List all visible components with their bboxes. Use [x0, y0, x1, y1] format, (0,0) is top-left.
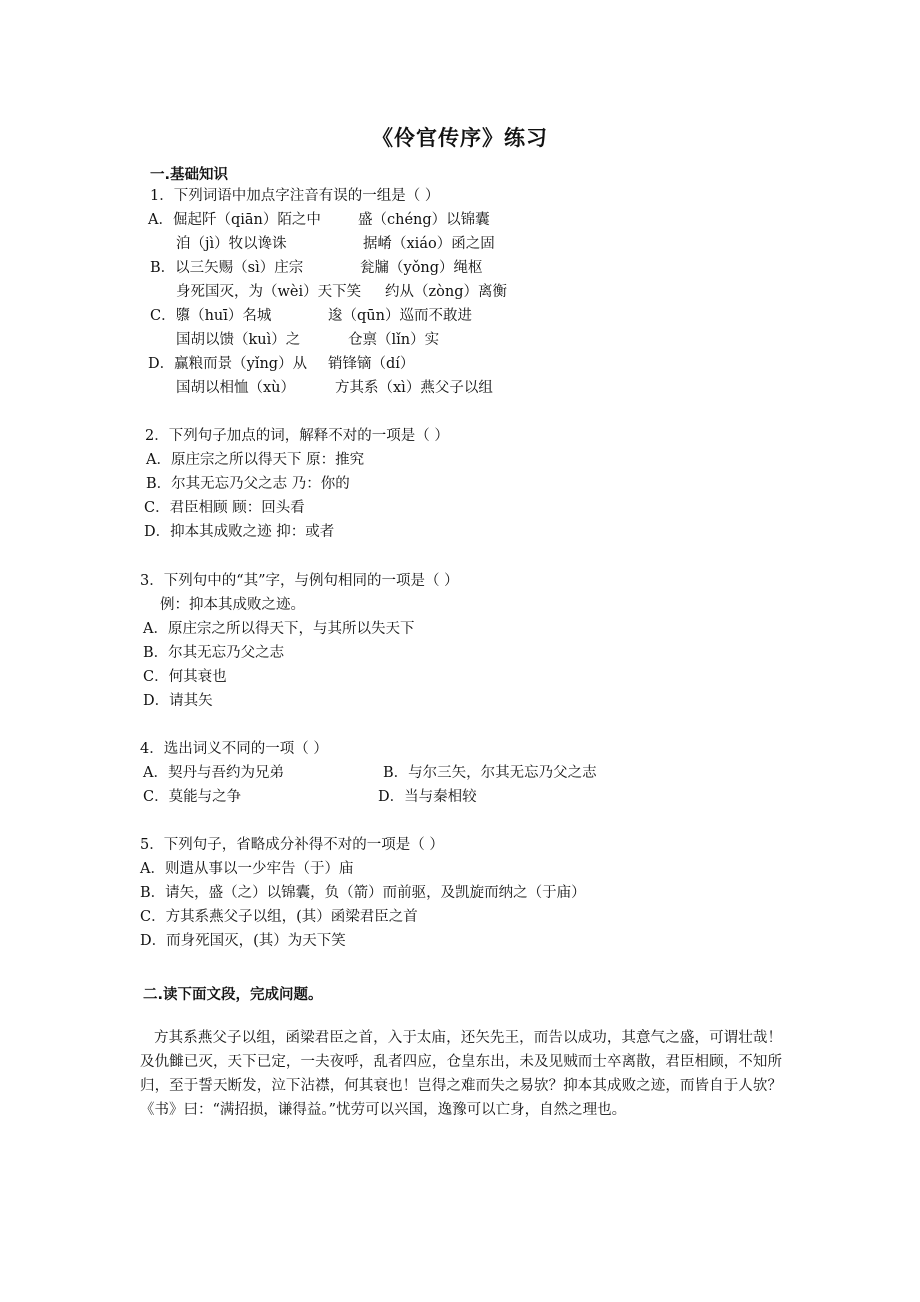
q1-option-d-part2: 销锋镝（dí） [328, 356, 415, 372]
q5-option-b: B．请矢，盛（之）以锦囊，负（箭）而前驱，及凯旋而纳之（于庙） [140, 885, 586, 901]
q2-option-c: C．君臣相顾 顾：回头看 [144, 500, 305, 516]
q1-option-d-part4: 方其系（xì）燕父子以组 [335, 380, 493, 396]
question-1-stem: 1．下列词语中加点字注音有误的一组是（ ） [150, 188, 440, 204]
q4-option-c: C．莫能与之争 [143, 789, 242, 805]
q1-option-d-part1: D．赢粮而景（yǐng）从 [148, 356, 308, 372]
q4-option-b: B．与尔三矢，尔其无忘乃父之志 [383, 765, 597, 781]
question-4-stem: 4．选出词义不同的一项（ ） [140, 741, 328, 757]
q3-example: 例：抑本其成败之迹。 [160, 597, 305, 613]
q1-option-a-part3: 洎（jì）牧以谗诛 [176, 236, 287, 252]
q2-option-d: D．抑本其成败之迹 抑：或者 [144, 524, 335, 540]
q1-option-c-part2: 逡（qūn）巡而不敢进 [328, 308, 472, 324]
section-heading-reading: 二.读下面文段，完成问题。 [143, 987, 323, 1003]
q5-option-a: A．则遣从事以一少牢告（于）庙 [140, 861, 354, 877]
q1-option-c-part1: C．隳（huī）名城 [150, 308, 272, 324]
q2-option-b: B．尔其无忘乃父之志 乃：你的 [146, 476, 350, 492]
q1-option-b-part3: 身死国灭，为（wèi）天下笑 [176, 284, 362, 300]
q3-option-c: C．何其衰也 [143, 669, 227, 685]
q1-option-b-part4: 约从（zòng）离衡 [385, 284, 507, 300]
q1-option-a-part4: 据崤（xiáo）函之固 [363, 236, 495, 252]
reading-passage: 方其系燕父子以组，函梁君臣之首，入于太庙，还矢先王，而告以成功，其意气之盛，可谓壮哉！及仇雠已灭，天下已定，一夫夜呼，乱者四应，仓皇东出，未及见贼而士卒离散，君臣相顾，不知所归，至于誓天断发，泣下沾襟，何其衰也！岂得之难而失之易欤？抑本其成败之迹，而皆自于人欤？《书》曰：“满招损，谦得益。”忧劳可以兴国，逸豫可以亡身，自然之理也。 [140, 1030, 782, 1118]
q2-option-a: A．原庄宗之所以得天下 原：推究 [146, 452, 365, 468]
page-title: 《伶官传序》练习 [372, 126, 548, 150]
q1-option-b-part1: B．以三矢赐（sì）庄宗 [150, 260, 304, 276]
q1-option-d-part3: 国胡以相恤（xù） [176, 380, 296, 396]
q3-option-d: D．请其矢 [143, 693, 213, 709]
q4-option-a: A．契丹与吾约为兄弟 [143, 765, 284, 781]
question-5-stem: 5．下列句子，省略成分补得不对的一项是（ ） [140, 837, 444, 853]
q3-option-b: B．尔其无忘乃父之志 [143, 645, 285, 661]
q3-option-a: A．原庄宗之所以得天下，与其所以失天下 [143, 621, 415, 637]
q5-option-d: D．而身死国灭，(其）为天下笑 [140, 933, 346, 949]
q4-option-d: D．当与秦相较 [378, 789, 477, 805]
section-heading-basics: 一.基础知识 [150, 167, 229, 183]
q1-option-c-part4: 仓禀（lǐn）实 [348, 332, 440, 348]
q1-option-a-part2: 盛（chéng）以锦囊 [358, 212, 490, 228]
q1-option-c-part3: 国胡以馈（kuì）之 [176, 332, 301, 348]
q1-option-a-part1: A．倔起阡（qiān）陌之中 [148, 212, 321, 228]
q5-option-c: C．方其系燕父子以组，(其）函梁君臣之首 [140, 909, 418, 925]
question-3-stem: 3．下列句中的“其”字，与例句相同的一项是（ ） [140, 573, 459, 589]
question-2-stem: 2．下列句子加点的词，解释不对的一项是（ ） [145, 428, 449, 444]
q1-option-b-part2: 瓮牖（yǒng）绳枢 [360, 260, 483, 276]
